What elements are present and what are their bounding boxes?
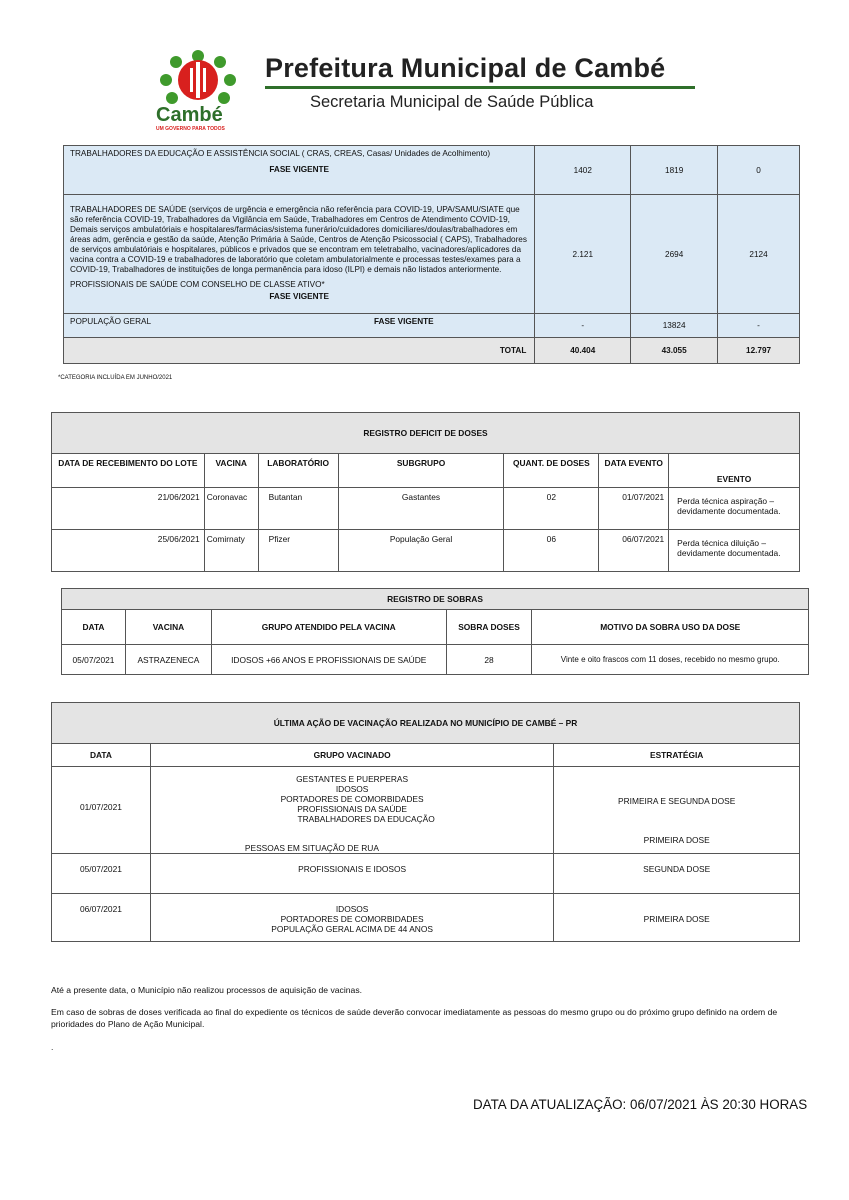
- leftovers-caption: REGISTRO DE SOBRAS: [62, 589, 809, 610]
- value-cell: 2124: [718, 195, 800, 314]
- cell-date: 25/06/2021: [52, 530, 205, 572]
- group-line: PROFISSIONAIS DA SAÚDE: [297, 804, 408, 814]
- total-value: 43.055: [631, 338, 718, 364]
- cell-date: 01/07/2021: [52, 767, 151, 854]
- column-header: LABORATÓRIO: [258, 454, 338, 488]
- cell-event-date: 01/07/2021: [599, 488, 669, 530]
- column-header: DATA: [52, 744, 151, 767]
- update-timestamp: DATA DA ATUALIZAÇÃO: 06/07/2021 ÀS 20:30 HORAS: [473, 1097, 808, 1112]
- cell-quantity: 06: [504, 530, 599, 572]
- table-row: [52, 488, 800, 530]
- cell-lab: Pfizer: [258, 530, 338, 572]
- total-label: TOTAL: [64, 338, 535, 364]
- cell-vaccine: Comirnaty: [204, 530, 258, 572]
- column-header: VACINA: [125, 610, 211, 645]
- value-cell: -: [535, 314, 631, 338]
- cell-vaccine: Coronavac: [204, 488, 258, 530]
- table-row: [62, 645, 809, 675]
- group-line: IDOSOS: [335, 904, 369, 914]
- table-row: [52, 767, 800, 854]
- vaccination-groups-table: [63, 145, 800, 364]
- cell-date: 21/06/2021: [52, 488, 205, 530]
- strategy-line: PRIMEIRA E SEGUNDA DOSE: [618, 796, 736, 806]
- column-header: EVENTO: [669, 454, 800, 488]
- leftovers-table: [61, 588, 809, 675]
- cell-strategy: [554, 767, 800, 854]
- note-dot: .: [51, 1042, 54, 1052]
- logo-slogan: UM GOVERNO PARA TODOS: [156, 126, 225, 132]
- total-row: [64, 338, 800, 364]
- group-extra: PROFISSIONAIS DE SAÚDE COM CONSELHO DE CLASSE ATIVO*: [70, 280, 325, 289]
- cell-date: 06/07/2021: [52, 894, 151, 942]
- footnote: *CATEGORIA INCLUÍDA EM JUNHO/2021: [58, 375, 173, 381]
- fase-label: FASE VIGENTE: [269, 165, 329, 174]
- table-row: [64, 146, 800, 195]
- cell-group: IDOSOS +66 ANOS E PROFISSIONAIS DE SAÚDE: [211, 645, 446, 675]
- group-line: PROFISSIONAIS E IDOSOS: [298, 864, 407, 874]
- table-row: [52, 894, 800, 942]
- column-header: SOBRA DOSES: [446, 610, 532, 645]
- header-row: [62, 610, 809, 645]
- group-description: TRABALHADORES DA EDUCAÇÃO E ASSISTÊNCIA SOCIAL ( CRAS, CREAS, Casas/ Unidades de Acolhimento): [70, 149, 491, 158]
- value-cell: 1402: [535, 146, 631, 195]
- column-header: ESTRATÉGIA: [554, 744, 800, 767]
- column-header: DATA EVENTO: [599, 454, 669, 488]
- page-title: Prefeitura Municipal de Cambé: [265, 53, 666, 83]
- group-line: POPULAÇÃO GERAL ACIMA DE 44 ANOS: [271, 924, 433, 934]
- title-rule: [265, 86, 695, 89]
- deficit-caption: REGISTRO DEFICIT DE DOSES: [52, 413, 800, 454]
- cell-subgroup: População Geral: [338, 530, 504, 572]
- last-vaccination-caption: ÚLTIMA AÇÃO DE VACINAÇÃO REALIZADA NO MUNICÍPIO DE CAMBÉ – PR: [52, 703, 800, 744]
- cell-date: 05/07/2021: [52, 854, 151, 894]
- column-header: QUANT. DE DOSES: [504, 454, 599, 488]
- header-row: [52, 744, 800, 767]
- group-description: POPULAÇÃO GERAL: [70, 317, 151, 326]
- group-line: PESSOAS EM SITUAÇÃO DE RUA: [244, 843, 379, 853]
- cell-reason: Vinte e oito frascos com 11 doses, recebido no mesmo grupo.: [532, 645, 809, 675]
- column-header: VACINA: [204, 454, 258, 488]
- column-header: DATA DE RECEBIMENTO DO LOTE: [52, 454, 205, 488]
- logo-text: Cambé: [156, 104, 223, 126]
- deficit-table: [51, 412, 800, 572]
- group-cell: [64, 146, 535, 195]
- table-row: [52, 530, 800, 572]
- table-row: [64, 195, 800, 314]
- column-header: GRUPO VACINADO: [150, 744, 553, 767]
- cell-date: 05/07/2021: [62, 645, 126, 675]
- cell-strategy: SEGUNDA DOSE: [554, 854, 800, 894]
- cell-lab: Butantan: [258, 488, 338, 530]
- cell-group: [150, 767, 553, 854]
- group-cell: [64, 195, 535, 314]
- header-row: [52, 454, 800, 488]
- cell-event-date: 06/07/2021: [599, 530, 669, 572]
- group-line: GESTANTES E PUERPERAS: [296, 774, 409, 784]
- value-cell: 2.121: [535, 195, 631, 314]
- group-description: TRABALHADORES DE SAÚDE (serviços de urgência e emergência não referência para COVID-19, UPA/SAMU/SIATE que são referência COVID-19, Trabalhadores da Vigilância em Saúde, Trabalhadores em Centros de Atendimento COVID-19, Demais serviços ambulatóriais e hospitalares/farmácias/sistema funerário/cuidadores domiciliares/doulas/trabalhadores em áreas adm, gerência e gestão da saúde, Atenção Primária à Saúde, Centros de Atenção Psicossocial ( CAPS), Trabalhadores de serviços ambulatóriais e hospitalares, públicos e privados que se encontram em teletrabalho, vacinadores/aplicadores da vacina contra a COVID-19 e trabalhadores de laboratório que coletam ambulatorialmente e processas testes/exames para a COVID-19, Trabalhadores de instituições de longa permanência para idoso (ILPI) e demais não listados anteriormente.: [70, 205, 527, 274]
- cell-subgroup: Gastantes: [338, 488, 504, 530]
- cell-group: [150, 854, 553, 894]
- note-acquisition: Até a presente data, o Município não realizou processos de aquisição de vacinas.: [51, 985, 362, 995]
- note-leftovers: Em caso de sobras de doses verificada ao final do expediente os técnicos de saúde deverão convocar imediatamente as pessoas do mesmo grupo ou do próximo grupo definido na ordem de prioridades do Plano de Ação Municipal.: [51, 1007, 778, 1029]
- cell-vaccine: ASTRAZENECA: [125, 645, 211, 675]
- fase-label: FASE VIGENTE: [374, 317, 434, 326]
- value-cell: -: [718, 314, 800, 338]
- value-cell: 1819: [631, 146, 718, 195]
- fase-label: FASE VIGENTE: [269, 292, 329, 301]
- column-header: DATA: [62, 610, 126, 645]
- group-line: PORTADORES DE COMORBIDADES: [280, 794, 424, 804]
- cell-event: Perda técnica diluição – devidamente documentada.: [669, 530, 800, 572]
- cell-quantity: 02: [504, 488, 599, 530]
- strategy-line: PRIMEIRA DOSE: [643, 835, 710, 845]
- cell-leftover-doses: 28: [446, 645, 532, 675]
- value-cell: 0: [718, 146, 800, 195]
- group-line: TRABALHADORES DA EDUCAÇÃO: [297, 814, 435, 824]
- cambe-logo: [150, 48, 246, 136]
- table-row: [52, 854, 800, 894]
- cell-group: [150, 894, 553, 942]
- column-header: GRUPO ATENDIDO PELA VACINA: [211, 610, 446, 645]
- cell-event: Perda técnica aspiração – devidamente documentada.: [669, 488, 800, 530]
- group-cell: [64, 314, 535, 338]
- cell-strategy: PRIMEIRA DOSE: [554, 894, 800, 942]
- table-row: [64, 314, 800, 338]
- column-header: MOTIVO DA SOBRA USO DA DOSE: [532, 610, 809, 645]
- column-header: SUBGRUPO: [338, 454, 504, 488]
- total-value: 40.404: [535, 338, 631, 364]
- group-line: PORTADORES DE COMORBIDADES: [280, 914, 424, 924]
- page-subtitle: Secretaria Municipal de Saúde Pública: [310, 93, 594, 111]
- last-vaccination-table: [51, 702, 800, 942]
- value-cell: 13824: [631, 314, 718, 338]
- total-value: 12.797: [718, 338, 800, 364]
- group-line: IDOSOS: [335, 784, 369, 794]
- value-cell: 2694: [631, 195, 718, 314]
